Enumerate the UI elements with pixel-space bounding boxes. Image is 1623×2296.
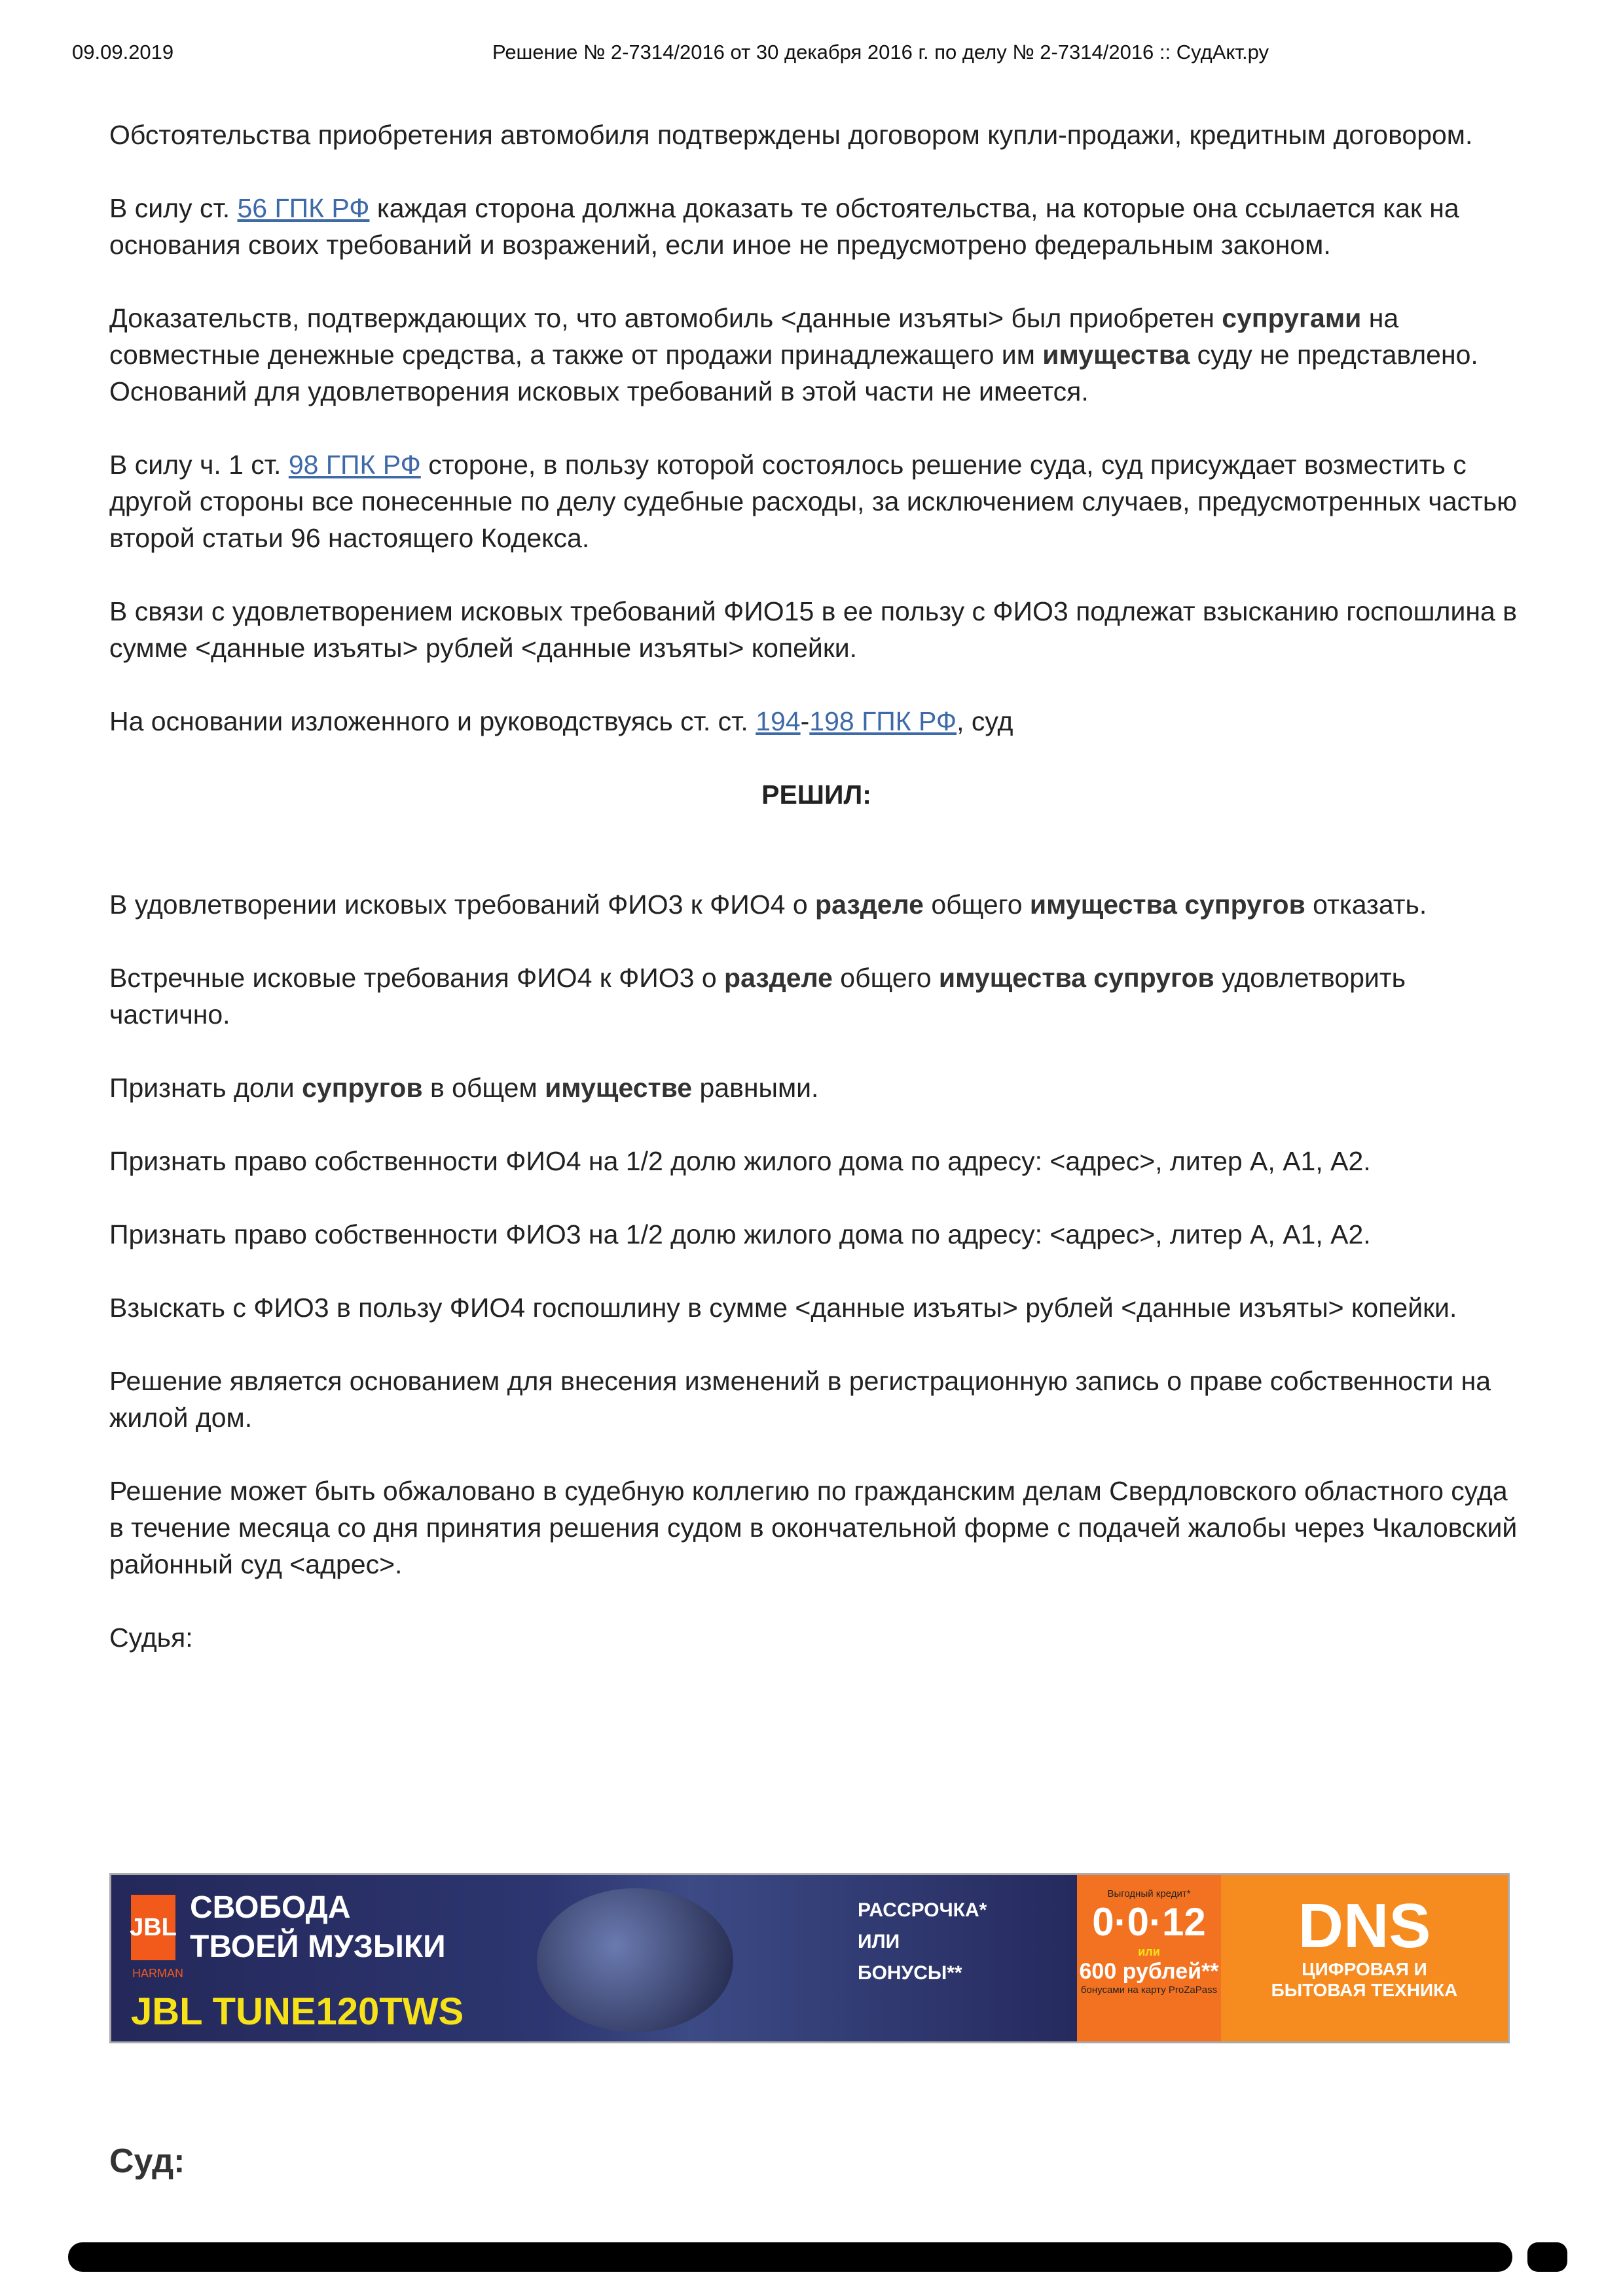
or-label: или: [1138, 1945, 1160, 1958]
highlight: имуществе: [545, 1073, 693, 1103]
product-name: JBL TUNE120TWS: [131, 1990, 464, 2033]
highlight: имущества супругов: [1029, 889, 1305, 920]
paragraph: Обстоятельства приобретения автомобиля подтверждены договором купли-продажи, кредитным договором.: [109, 120, 1473, 150]
paragraph: [109, 190, 1523, 263]
text: равными.: [692, 1073, 819, 1103]
text: Встречные исковые требования ФИО4 к ФИО3 о: [109, 963, 725, 993]
text: отказать.: [1305, 889, 1427, 920]
scrollbar-button[interactable]: [1527, 2242, 1567, 2272]
offer-text: [858, 1895, 987, 1989]
law-link[interactable]: 194: [756, 706, 801, 736]
paragraph: [109, 300, 1523, 410]
text: На основании изложенного и руководствуясь ст. ст.: [109, 706, 756, 736]
print-date: 09.09.2019: [72, 41, 174, 63]
paragraph: [109, 1069, 1523, 1106]
earbuds-image: [537, 1888, 733, 2032]
paragraph: Признать право собственности ФИО4 на 1/2 долю жилого дома по адресу: <адрес>, литер А, А1, А2.: [109, 1146, 1371, 1176]
offer-line: БОНУСЫ**: [858, 1962, 962, 1984]
dns-logo: DNS: [1298, 1891, 1431, 1961]
document-body: [109, 117, 1523, 1693]
bonus-amount: 600 рублей**: [1079, 1959, 1219, 1984]
text: удовлетворить частично.: [109, 963, 1406, 1030]
dns-tagline: ЦИФРОВАЯ И: [1302, 1959, 1427, 1979]
highlight: супругами: [1222, 303, 1362, 333]
highlight: разделе: [815, 889, 924, 920]
paragraph: Решение является основанием для внесения изменений в регистрационную запись о праве собственности на жилой дом.: [109, 1366, 1491, 1433]
text: В силу ст.: [109, 193, 238, 223]
offer-line: РАССРОЧКА*: [858, 1899, 987, 1921]
credit-offer: [1077, 1875, 1221, 2041]
text: общего: [923, 889, 1030, 920]
text: каждая сторона должна доказать те обстоятельства, на которые она ссылается как на основания своих требований и возражений, если иное не предусмотрено федеральным законом.: [109, 193, 1459, 260]
page-title: Решение № 2-7314/2016 от 30 декабря 2016 г. по делу № 2-7314/2016 :: СудАкт.ру: [492, 41, 1269, 63]
text: В удовлетворении исковых требований ФИО3 к ФИО4 о: [109, 889, 816, 920]
highlight: разделе: [724, 963, 833, 993]
highlight: имущества супругов: [938, 963, 1214, 993]
text: суду не представлено. Оснований для удовлетворения исковых требований в этой части не имеется.: [109, 340, 1478, 406]
law-link[interactable]: 98 ГПК РФ: [288, 450, 421, 480]
dns-tagline: БЫТОВАЯ ТЕХНИКА: [1271, 1980, 1458, 2000]
court-heading: Суд:: [109, 2142, 185, 2180]
text: общего: [832, 963, 939, 993]
harman-logo: HARMAN: [132, 1967, 184, 1980]
dns-ad: [1221, 1875, 1508, 2041]
judge-label: Судья:: [109, 1623, 193, 1653]
paragraph: [109, 886, 1523, 923]
text: в общем: [422, 1073, 545, 1103]
paragraph: [109, 446, 1523, 556]
text: Доказательств, подтверждающих то, что автомобиль <данные изъяты> был приобретен: [109, 303, 1222, 333]
resolution-heading: РЕШИЛ:: [761, 780, 871, 810]
text: на совместные денежные средства, а также от продажи принадлежащего им: [109, 303, 1399, 370]
ad-banner[interactable]: [109, 1873, 1510, 2043]
text: , суд: [957, 706, 1013, 736]
text: -: [800, 706, 810, 736]
paragraph: Решение может быть обжаловано в судебную коллегию по гражданским делам Свердловского областного суда в течение месяца со дня принятия решения судом в окончательной форме с подачей жалобы через Чкаловский районный суд <адрес>.: [109, 1476, 1518, 1579]
law-link[interactable]: 198 ГПК РФ: [809, 706, 957, 736]
paragraph: [109, 960, 1523, 1033]
ad-slogan: [190, 1888, 446, 1967]
bonus-note: бонусами на карту ProZaPass: [1080, 1984, 1218, 1996]
offer-line: ИЛИ: [858, 1931, 900, 1952]
paragraph: Признать право собственности ФИО3 на 1/2 долю жилого дома по адресу: <адрес>, литер А, А1, А2.: [109, 1219, 1371, 1249]
text: стороне, в пользу которой состоялось решение суда, суд присуждает возместить с другой стороны все понесенные по делу судебные расходы, за исключением случаев, предусмотренных частью второй статьи 96 настоящего Кодекса.: [109, 450, 1517, 553]
law-link[interactable]: 56 ГПК РФ: [237, 193, 370, 223]
jbl-logo: JBL: [131, 1895, 175, 1960]
slogan-line: СВОБОДА: [190, 1890, 351, 1925]
paragraph: [109, 703, 1523, 740]
highlight: супругов: [302, 1073, 423, 1103]
highlight: имущества: [1042, 340, 1190, 370]
text: Признать доли: [109, 1073, 302, 1103]
jbl-ad: [111, 1875, 1077, 2041]
horizontal-scrollbar[interactable]: [68, 2242, 1512, 2272]
slogan-line: ТВОЕЙ МУЗЫКИ: [190, 1929, 446, 1964]
paragraph: Взыскать с ФИО3 в пользу ФИО4 госпошлину в сумме <данные изъяты> рублей <данные изъяты> копейки.: [109, 1293, 1457, 1323]
text: В силу ч. 1 ст.: [109, 450, 289, 480]
credit-rate: 0·0·12: [1092, 1900, 1206, 1944]
paragraph: В связи с удовлетворением исковых требований ФИО15 в ее пользу с ФИО3 подлежат взысканию госпошлина в сумме <данные изъяты> рублей <данные изъяты> копейки.: [109, 596, 1517, 663]
credit-label: Выгодный кредит*: [1107, 1888, 1191, 1899]
